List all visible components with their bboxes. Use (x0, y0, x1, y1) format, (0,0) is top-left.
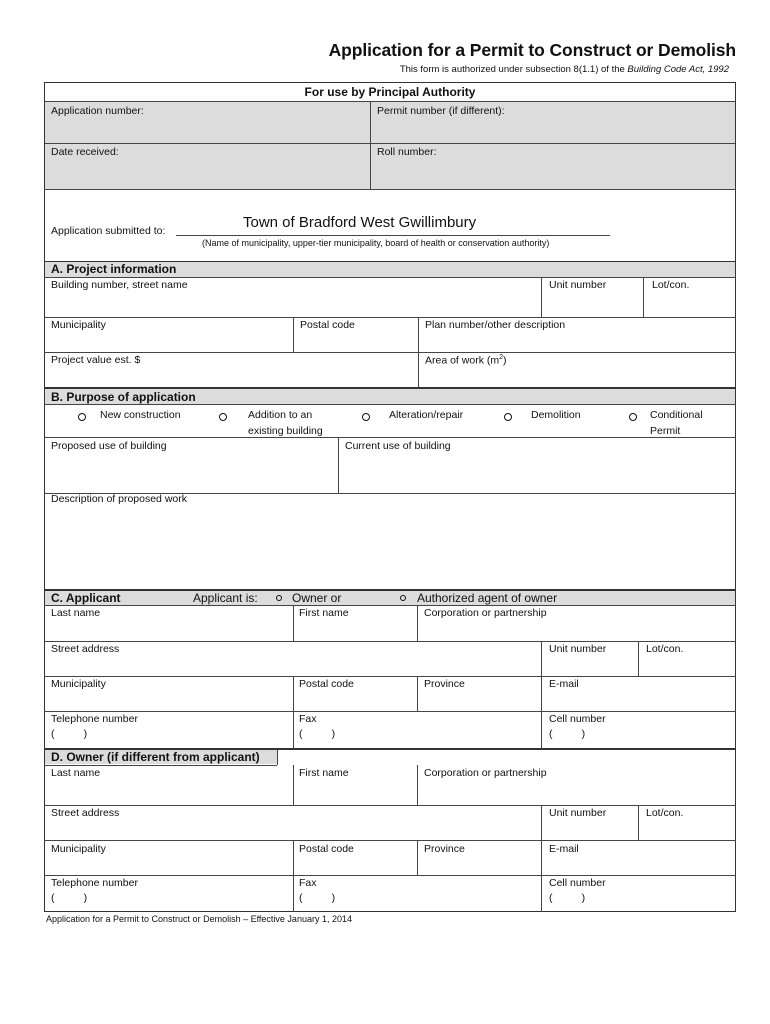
option-conditional-line2: Permit (650, 425, 681, 437)
project-value-label: Project value est. $ (51, 354, 141, 366)
d-corporation-label: Corporation or partnership (424, 767, 547, 779)
authorized-agent-label: Authorized agent of owner (417, 591, 558, 605)
d-cell-paren: ( ) (549, 892, 586, 904)
a-municipality-label: Municipality (51, 319, 106, 331)
c-corporation-label: Corporation or partnership (424, 607, 547, 619)
option-addition-line1: Addition to an (248, 409, 313, 421)
section-d-box (44, 749, 736, 912)
section-c-box (44, 590, 736, 749)
option-addition-line2: existing building (248, 425, 323, 437)
d-province-label: Province (424, 843, 465, 855)
c-cell-paren: ( ) (549, 728, 586, 740)
page-footer: Application for a Permit to Construct or Demolish – Effective January 1, 2014 (46, 914, 352, 924)
d-fax-label: Fax (299, 877, 317, 889)
option-alteration: Alteration/repair (389, 409, 464, 421)
d-street-address-label: Street address (51, 807, 120, 819)
c-fax-paren: ( ) (299, 728, 336, 740)
d-telephone-paren: ( ) (51, 892, 88, 904)
proposed-use-label: Proposed use of building (51, 440, 167, 452)
building-number-label: Building number, street name (51, 279, 188, 291)
section-c-heading: C. Applicant (51, 591, 121, 605)
authority-heading: For use by Principal Authority (304, 85, 476, 99)
submitted-to-label: Application submitted to: (51, 225, 166, 237)
c-fax-label: Fax (299, 713, 317, 725)
c-first-name-label: First name (299, 607, 349, 619)
d-lot-con-label: Lot/con. (646, 807, 684, 819)
c-postal-code-label: Postal code (299, 678, 354, 690)
date-received-label: Date received: (51, 146, 119, 158)
roll-number-label: Roll number: (377, 146, 437, 158)
a-postal-code-label: Postal code (300, 319, 355, 331)
option-new-construction: New construction (100, 409, 181, 421)
submitted-to-value[interactable]: Town of Bradford West Gwillimbury (243, 214, 477, 231)
option-demolition: Demolition (531, 409, 581, 421)
subtitle-act: Building Code Act, 1992 (627, 64, 729, 75)
owner-or-label: Owner or (292, 591, 342, 605)
radio-demolition[interactable] (504, 413, 512, 421)
c-email-label: E-mail (549, 678, 579, 690)
plan-number-label: Plan number/other description (425, 319, 566, 331)
d-first-name-label: First name (299, 767, 349, 779)
section-a-heading: A. Project information (51, 262, 177, 276)
radio-new-construction[interactable] (78, 413, 86, 421)
radio-owner[interactable] (276, 595, 282, 601)
current-use-label: Current use of building (345, 440, 451, 452)
radio-conditional-permit[interactable] (629, 413, 637, 421)
d-telephone-label: Telephone number (51, 877, 138, 889)
c-province-label: Province (424, 678, 465, 690)
area-close: ) (503, 354, 507, 367)
c-last-name-label: Last name (51, 607, 101, 619)
permit-number-label: Permit number (if different): (377, 105, 505, 117)
section-c-header-bar (45, 591, 735, 605)
c-municipality-label: Municipality (51, 678, 106, 690)
form-title: Application for a Permit to Construct or Demolish (328, 40, 736, 60)
d-email-label: E-mail (549, 843, 579, 855)
c-street-address-label: Street address (51, 643, 120, 655)
applicant-is-label: Applicant is: (193, 591, 258, 605)
d-last-name-label: Last name (51, 767, 101, 779)
c-telephone-paren: ( ) (51, 728, 88, 740)
d-cell-label: Cell number (549, 877, 606, 889)
d-unit-number-label: Unit number (549, 807, 607, 819)
section-b-heading: B. Purpose of application (51, 390, 196, 404)
area-text: Area of work (m (425, 354, 500, 367)
c-unit-number-label: Unit number (549, 643, 607, 655)
description-label: Description of proposed work (51, 493, 187, 505)
radio-addition[interactable] (219, 413, 227, 421)
c-lot-con-label: Lot/con. (646, 643, 684, 655)
d-fax-paren: ( ) (299, 892, 336, 904)
area-sup: 2 (499, 354, 504, 361)
subtitle-prefix: This form is authorized under subsection 8(1.1) of the (399, 64, 628, 75)
a-unit-number-label: Unit number (549, 279, 607, 291)
form-subtitle (0, 64, 729, 75)
application-number-label: Application number: (51, 105, 144, 117)
area-of-work-label (425, 354, 507, 367)
d-postal-code-label: Postal code (299, 843, 354, 855)
option-conditional-line1: Conditional (650, 409, 703, 421)
c-cell-label: Cell number (549, 713, 606, 725)
d-municipality-label: Municipality (51, 843, 106, 855)
radio-authorized-agent[interactable] (400, 595, 406, 601)
submitted-to-caption: (Name of municipality, upper-tier municipality, board of health or conservation authority) (202, 238, 550, 248)
c-telephone-label: Telephone number (51, 713, 138, 725)
a-lot-con-label: Lot/con. (652, 279, 690, 291)
radio-alteration[interactable] (362, 413, 370, 421)
section-d-heading: D. Owner (if different from applicant) (51, 750, 260, 764)
